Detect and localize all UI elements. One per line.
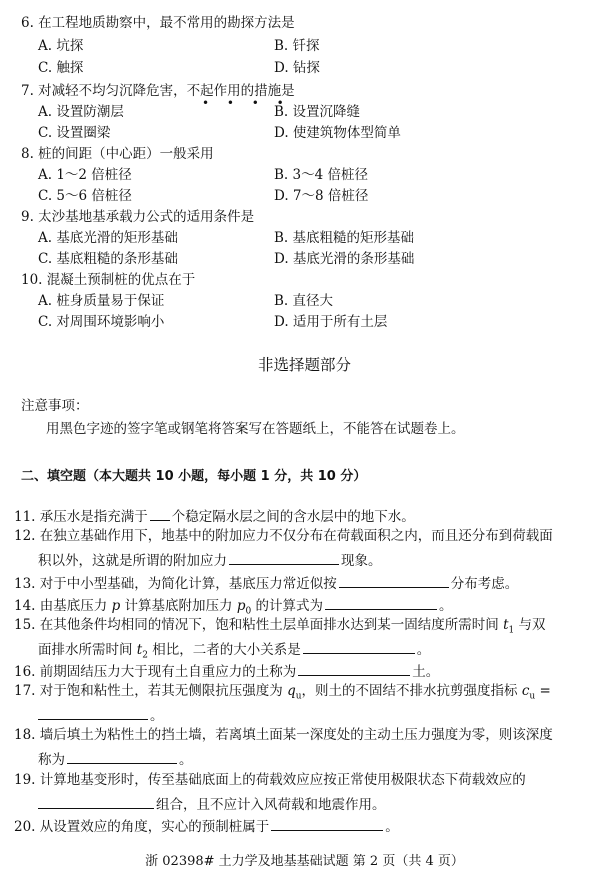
question-17-line-1 — [14, 685, 551, 702]
question-15-line-2 — [38, 641, 430, 661]
question-6-option-c: C. 触探 — [38, 60, 84, 76]
question-6-option-b: B. 钎探 — [274, 38, 320, 54]
question-11-text: 11. 承压水是指充满于 — [14, 509, 148, 525]
answer-blank[interactable] — [325, 597, 437, 610]
symbol-p: p — [111, 598, 121, 614]
question-14 — [14, 597, 453, 617]
part2-heading: 二、填空题（本大题共 10 小题，每小题 1 分，共 10 分） — [21, 469, 367, 484]
question-11-text-end: 个稳定隔水层之间的含水层中的地下水。 — [171, 509, 415, 525]
question-15-line-1 — [14, 619, 546, 636]
question-7-stem: 7. 对减轻不均匀沉降危害，不起作用的措施是 — [21, 83, 295, 99]
emphasis-dots: • • • • — [202, 96, 291, 110]
question-9-stem: 9. 太沙基地基承载力公式的适用条件是 — [21, 209, 255, 225]
question-7-option-c: C. 设置圈梁 — [38, 125, 111, 141]
question-7-option-b: B. 设置沉降缝 — [274, 104, 361, 120]
question-17-line-2 — [36, 707, 164, 724]
question-20-text: 20. 从设置效应的角度，实心的预制桩属于 — [14, 819, 270, 835]
question-10-option-a: A. 桩身质量易于保证 — [38, 293, 165, 309]
subscript-u-2: u — [529, 691, 536, 702]
answer-blank[interactable] — [271, 818, 383, 831]
question-18-text: 称为 — [38, 752, 65, 768]
answer-blank[interactable] — [38, 707, 148, 720]
question-12-line-2 — [38, 552, 382, 569]
question-17-text-mid: ，则土的不固结不排水抗剪强度指标 — [301, 683, 522, 699]
question-7-option-d: D. 使建筑物体型简单 — [274, 125, 401, 141]
question-9-option-a: A. 基底光滑的矩形基础 — [38, 230, 178, 246]
question-12-text: 积以外，这就是所谓的附加应力 — [38, 553, 227, 569]
question-15-text-3: 相比，二者的大小关系是 — [147, 642, 301, 658]
question-15-text: 15. 在其他条件均相同的情况下，饱和粘性土层单面排水达到某一固结度所需时间 — [14, 617, 504, 633]
question-8-option-b: B. 3～4 倍桩径 — [274, 167, 368, 183]
question-14-text-mid2: 的计算式为 — [251, 598, 323, 614]
subscript-1: 1 — [508, 625, 515, 636]
question-6-stem: 6. 在工程地质勘察中，最不常用的勘探方法是 — [21, 15, 295, 31]
question-12-line-1: 12. 在独立基础作用下，地基中的附加应力不仅分布在荷载面积之内，而且还分布到荷载面 — [14, 528, 553, 544]
question-16-text-end: 土。 — [412, 664, 440, 680]
question-15-text-end-2: 。 — [416, 642, 431, 658]
notice-title: 注意事项： — [21, 398, 89, 414]
question-12-text-end: 现象。 — [341, 553, 382, 569]
question-17-text-end: 。 — [150, 708, 164, 724]
answer-blank[interactable] — [38, 796, 154, 809]
subscript-0: 0 — [245, 606, 252, 617]
subscript-u: u — [295, 691, 302, 702]
question-14-text: 14. 由基底压力 — [14, 598, 112, 614]
symbol-c: c — [521, 683, 530, 699]
question-9-option-d: D. 基底光滑的条形基础 — [274, 251, 415, 267]
question-17-text: 17. 对于饱和粘性土，若其无侧限抗压强度为 — [14, 683, 288, 699]
symbol-t2: t — [136, 642, 143, 658]
question-6-option-a: A. 坑探 — [38, 38, 84, 54]
question-18-line-1: 18. 墙后填土为粘性土的挡土墙，若离填土面某一深度处的主动土压力强度为零，则该深度 — [14, 727, 553, 743]
question-19-line-1: 19. 计算地基变形时，传至基础底面上的荷载效应应按正常使用极限状态下荷载效应的 — [14, 772, 526, 788]
question-9-option-c: C. 基底粗糙的条形基础 — [38, 251, 178, 267]
question-10-option-b: B. 直径大 — [274, 293, 334, 309]
question-13 — [14, 575, 518, 592]
answer-blank[interactable] — [229, 552, 339, 565]
question-16 — [14, 663, 439, 680]
section-title: 非选择题部分 — [257, 356, 351, 374]
notice-text: 用黑色字迹的签字笔或钢笔将答案写在答题纸上，不能答在试题卷上。 — [46, 421, 465, 437]
question-15-text-2: 面排水所需时间 — [38, 642, 137, 658]
question-17-equals: = — [535, 683, 551, 699]
answer-blank[interactable] — [303, 641, 415, 654]
symbol-q: q — [287, 683, 296, 699]
question-13-text: 13. 对于中小型基础，为简化计算，基底压力常近似按 — [14, 576, 337, 592]
answer-blank[interactable] — [150, 508, 170, 521]
symbol-t1: t — [503, 617, 509, 633]
question-8-option-c: C. 5～6 倍桩径 — [38, 188, 132, 204]
question-10-option-d: D. 适用于所有土层 — [274, 314, 388, 330]
question-13-text-end: 分布考虑。 — [450, 576, 519, 592]
question-18-line-2 — [38, 751, 193, 768]
question-11 — [14, 508, 415, 525]
question-9-option-b: B. 基底粗糙的矩形基础 — [274, 230, 415, 246]
question-19-line-2 — [36, 796, 386, 813]
question-8-option-d: D. 7～8 倍桩径 — [274, 188, 369, 204]
question-10-stem: 10. 混凝土预制桩的优点在于 — [21, 272, 196, 288]
question-10-option-c: C. 对周围环境影响小 — [38, 314, 165, 330]
subscript-2: 2 — [142, 650, 148, 661]
answer-blank[interactable] — [298, 663, 410, 676]
question-20 — [14, 818, 399, 835]
question-16-text: 16. 前期固结压力大于现有土自重应力的土称为 — [14, 664, 297, 680]
answer-blank[interactable] — [339, 575, 449, 588]
question-7-option-a: A. 设置防潮层 — [38, 104, 124, 120]
question-18-text-end: 。 — [179, 752, 193, 768]
symbol-p0: p — [236, 598, 246, 614]
question-15-text-end: 与双 — [514, 617, 546, 633]
question-6-option-d: D. 钻探 — [274, 60, 320, 76]
answer-blank[interactable] — [67, 751, 177, 764]
question-19-text-end: 组合，且不应计入风荷载和地震作用。 — [156, 797, 386, 813]
question-8-stem: 8. 桩的间距（中心距）一般采用 — [21, 146, 214, 162]
page-footer: 浙 02398# 土力学及地基基础试题 第 2 页（共 4 页） — [145, 854, 464, 869]
question-14-text-mid: 计算基底附加压力 — [120, 598, 237, 614]
question-8-option-a: A. 1～2 倍桩径 — [38, 167, 132, 183]
question-14-text-end: 。 — [439, 598, 453, 614]
question-20-text-end: 。 — [385, 819, 399, 835]
